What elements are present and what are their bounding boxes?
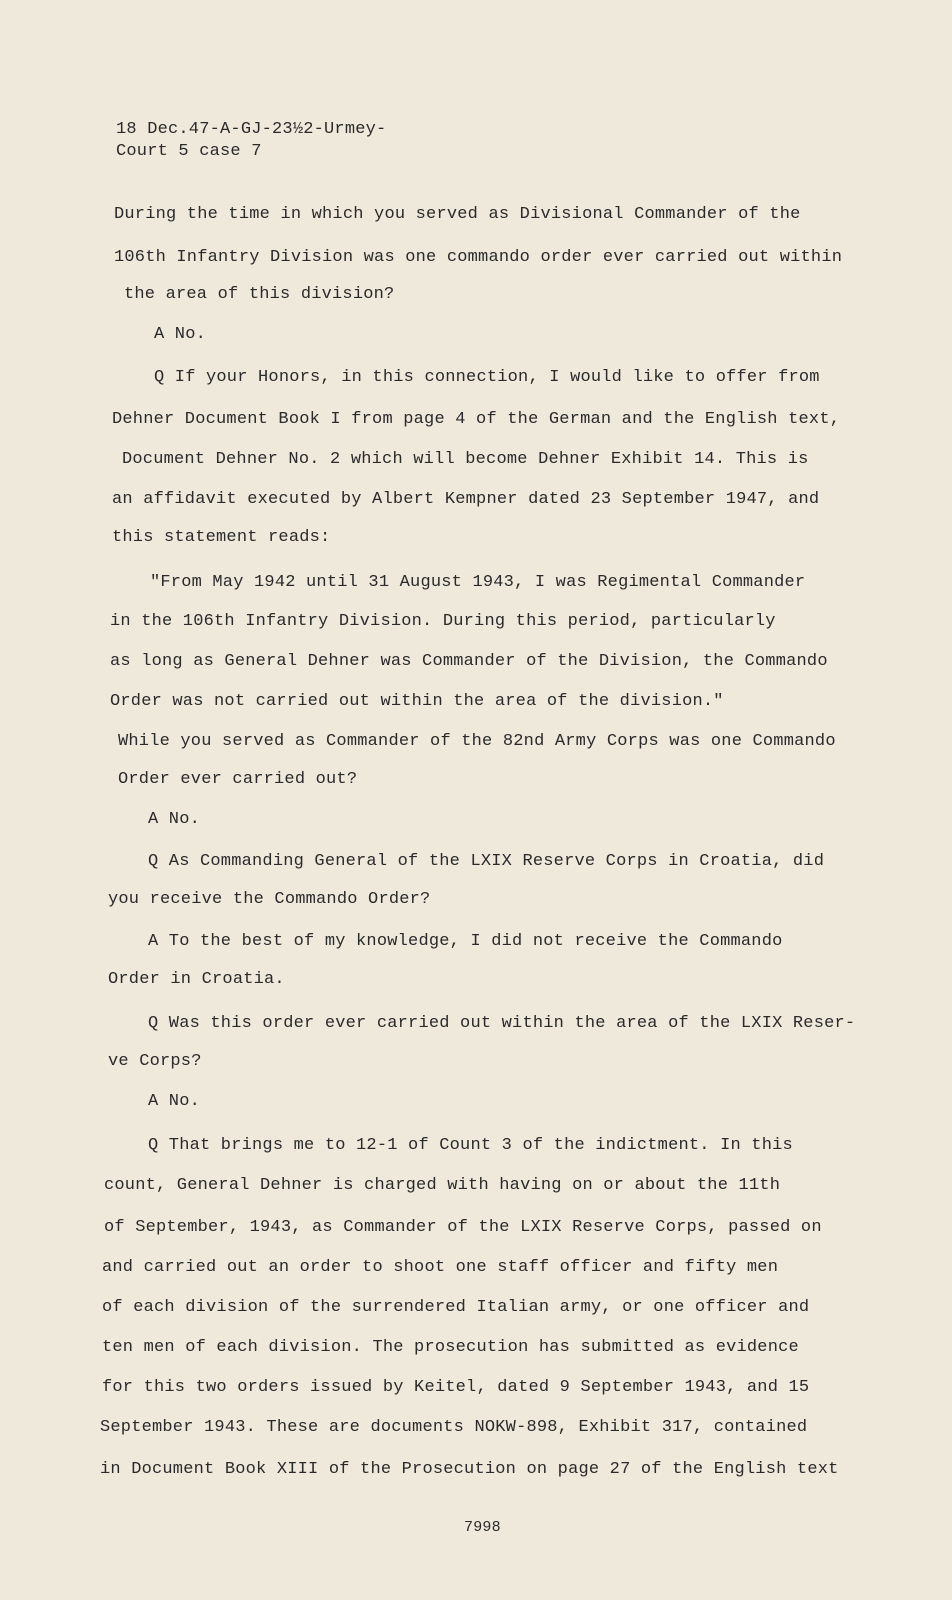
question-line: While you served as Commander of the 82nd Army Corps was one Commando bbox=[118, 732, 836, 751]
text-line: count, General Dehner is charged with having on or about the 11th bbox=[104, 1176, 781, 1195]
header-court-line: Court 5 case 7 bbox=[116, 142, 262, 161]
question-line: Q If your Honors, in this connection, I would like to offer from bbox=[154, 368, 820, 387]
header-reference-line: 18 Dec.47-A-GJ-23½2-Urmey- bbox=[116, 120, 387, 139]
quote-line: Order was not carried out within the area of the division." bbox=[110, 692, 724, 711]
question-line: Q As Commanding General of the LXIX Reserve Corps in Croatia, did bbox=[148, 852, 825, 871]
text-line: of each division of the surrendered Italian army, or one officer and bbox=[102, 1298, 810, 1317]
text-line: and carried out an order to shoot one staff officer and fifty men bbox=[102, 1258, 779, 1277]
quote-line: "From May 1942 until 31 August 1943, I was Regimental Commander bbox=[150, 573, 806, 592]
answer-line: A No. bbox=[154, 325, 207, 344]
question-line: Q That brings me to 12-1 of Count 3 of the indictment. In this bbox=[148, 1136, 793, 1155]
text-line: ve Corps? bbox=[108, 1052, 202, 1071]
text-line: Document Dehner No. 2 which will become Dehner Exhibit 14. This is bbox=[122, 450, 809, 469]
text-line: ten men of each division. The prosecution has submitted as evidence bbox=[102, 1338, 799, 1357]
text-line: for this two orders issued by Keitel, dated 9 September 1943, and 15 bbox=[102, 1378, 810, 1397]
answer-line: A To the best of my knowledge, I did not receive the Commando bbox=[148, 932, 783, 951]
text-line: this statement reads: bbox=[112, 528, 331, 547]
quote-line: in the 106th Infantry Division. During this period, particularly bbox=[110, 612, 776, 631]
text-line: the area of this division? bbox=[124, 285, 395, 304]
page-number: 7998 bbox=[464, 1519, 501, 1536]
answer-line: A No. bbox=[148, 1092, 201, 1111]
text-line: Order in Croatia. bbox=[108, 970, 285, 989]
question-line: Order ever carried out? bbox=[118, 770, 358, 789]
question-line: Q Was this order ever carried out within the area of the LXIX Reser- bbox=[148, 1014, 856, 1033]
text-line: you receive the Commando Order? bbox=[108, 890, 431, 909]
text-line: of September, 1943, as Commander of the LXIX Reserve Corps, passed on bbox=[104, 1218, 822, 1237]
text-line: Dehner Document Book I from page 4 of the German and the English text, bbox=[112, 410, 841, 429]
quote-line: as long as General Dehner was Commander of the Division, the Commando bbox=[110, 652, 828, 671]
text-line: in Document Book XIII of the Prosecution on page 27 of the English text bbox=[100, 1460, 839, 1479]
text-line: 106th Infantry Division was one commando order ever carried out within bbox=[114, 248, 843, 267]
text-line: During the time in which you served as Divisional Commander of the bbox=[114, 205, 801, 224]
text-line: September 1943. These are documents NOKW-898, Exhibit 317, contained bbox=[100, 1418, 808, 1437]
answer-line: A No. bbox=[148, 810, 201, 829]
text-line: an affidavit executed by Albert Kempner dated 23 September 1947, and bbox=[112, 490, 820, 509]
